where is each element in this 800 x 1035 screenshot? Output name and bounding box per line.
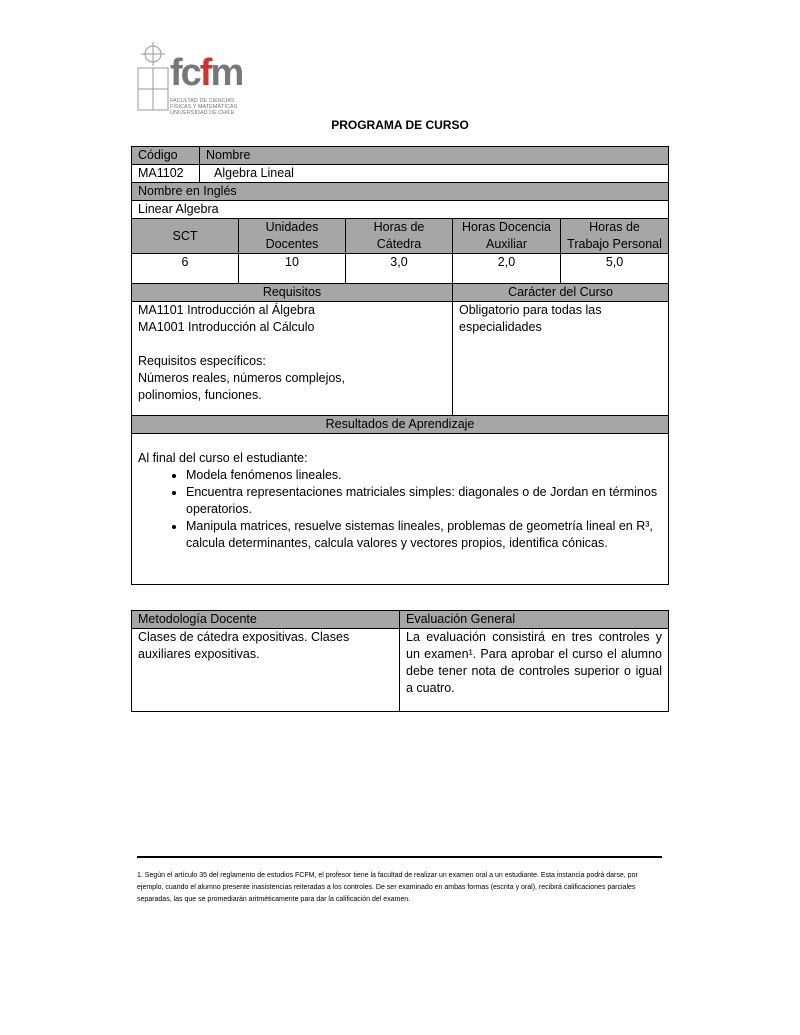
units-value: 10 bbox=[239, 254, 346, 284]
code-label: Código bbox=[132, 147, 200, 165]
metodologia-content: Clases de cátedra expositivas. Clases auxiliares expositivas. bbox=[132, 629, 400, 712]
lecture-hours-header: Horas de Cátedra bbox=[346, 219, 453, 254]
learning-outcome: • Manipula matrices, resuelve sistemas lineales, problemas de geometría lineal en R³, calcula determinantes, calcula valores y vectores propios, identifica cónicas. bbox=[186, 518, 662, 552]
personal-hours-value: 5,0 bbox=[561, 254, 669, 284]
lecture-hours-value: 3,0 bbox=[346, 254, 453, 284]
university-seal-logo bbox=[136, 42, 170, 116]
requisitos-header: Requisitos bbox=[132, 284, 453, 302]
english-name-label: Nombre en Inglés bbox=[132, 183, 669, 201]
evaluacion-header: Evaluación General bbox=[400, 611, 669, 629]
english-name: Linear Algebra bbox=[132, 201, 669, 219]
units-header: Unidades Docentes bbox=[239, 219, 346, 254]
learning-outcome: • Encuentra representaciones matriciales simples: diagonales o de Jordan en términos operatorios. bbox=[186, 484, 662, 518]
requisitos-content: MA1101 Introducción al Álgebra MA1001 Introducción al Cálculo Requisitos específicos: Números reales, números complejos, polinomios, funciones. bbox=[132, 302, 453, 416]
name-label: Nombre bbox=[200, 147, 669, 165]
course-name: Algebra Lineal bbox=[200, 165, 669, 183]
course-info-table bbox=[131, 146, 669, 585]
caracter-content: Obligatorio para todas las especialidades bbox=[453, 302, 669, 416]
course-code: MA1102 bbox=[132, 165, 200, 183]
evaluacion-content: La evaluación consistirá en tres controles y un examen¹. Para aprobar el curso el alumno debe tener nota de controles superior o igual a cuatro. bbox=[400, 629, 669, 712]
metodologia-header: Metodología Docente bbox=[132, 611, 400, 629]
aux-hours-header: Horas Docencia Auxiliar bbox=[453, 219, 561, 254]
aux-hours-value: 2,0 bbox=[453, 254, 561, 284]
sct-value: 6 bbox=[132, 254, 239, 284]
caracter-header: Carácter del Curso bbox=[453, 284, 669, 302]
personal-hours-header: Horas de Trabajo Personal bbox=[561, 219, 669, 254]
fcfm-logo: fcfm bbox=[170, 52, 243, 94]
footnote-divider bbox=[137, 856, 662, 858]
methodology-table bbox=[131, 610, 669, 712]
resultados-header: Resultados de Aprendizaje bbox=[132, 416, 669, 434]
footnote: 1. Según el artículo 35 del reglamento de estudios FCFM, el profesor tiene la facultad de realizar un examen oral a un estudiante. Esta instancia podrá darse, por ejemplo, cuando el alumno presente inasistencias reiteradas a los controles. De ser examinado en ambas formas (escrita y oral), recibirá calificaciones parciales separadas, las que se promediarán aritméticamente para dar la calificación del examen. bbox=[137, 872, 638, 903]
logo-subtitle: FACULTAD DE CIENCIAS FÍSICAS Y MATEMÁTICAS UNIVERSIDAD DE CHILE bbox=[170, 98, 238, 116]
sct-header: SCT bbox=[132, 219, 239, 254]
resultados-content: Al final del curso el estudiante: • Modela fenómenos lineales. • Encuentra representaciones matriciales simples: diagonales o de Jordan en términos operatorios. • Manipula matrices, resuelve sistemas lineales, problemas de geometría lineal en R³, calcula determinantes, calcula valores y vectores propios, identifica cónicas. bbox=[132, 434, 669, 585]
learning-outcome: • Modela fenómenos lineales. bbox=[186, 467, 662, 484]
page-title: PROGRAMA DE CURSO bbox=[331, 118, 469, 132]
